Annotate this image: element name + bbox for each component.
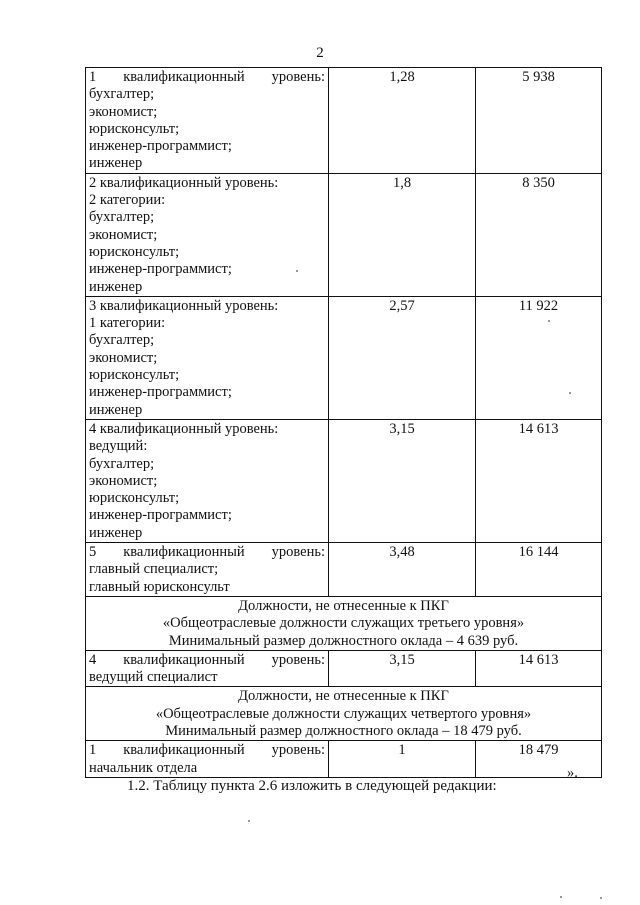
table-row [86,543,602,597]
position-cell [86,650,329,687]
position-line: бухгалтер; [89,455,155,472]
position-cell [86,173,329,296]
section-line: Минимальный размер должностного оклада – 4 639 руб. [168,632,519,649]
position-line: юрисконсульт; [89,120,180,137]
qualification-level-label: 4 квалификационный уровень: [89,651,325,668]
position-line: главный специалист; [89,561,219,578]
coefficient-cell: 1,8 [329,173,476,296]
position-line: инженер [89,278,143,295]
position-line: экономист; [89,349,158,366]
position-line: инженер-программист; [89,138,232,155]
position-line: главный юрисконсульт [89,578,230,595]
position-line: юрисконсульт; [89,243,180,260]
salary-cell: 14 613 [476,419,602,542]
position-line: юрисконсульт; [89,367,180,384]
closing-quote: ». [567,765,578,781]
table-row [86,741,602,778]
scan-speck [248,820,250,822]
salary-cell: 5 938 [476,68,602,174]
qualification-level-label: 2 квалификационный уровень: [89,174,279,191]
section-header-fourth-level [86,687,602,741]
coefficient-cell: 2,57 [329,296,476,419]
scan-speck [548,320,550,322]
position-line: бухгалтер; [89,209,155,226]
section-line: Должности, не отнесенные к ПКГ [238,597,449,614]
position-line: инженер [89,401,143,418]
salary-cell: 18 479 [476,741,602,778]
page-number: 2 [316,45,324,61]
position-line: юрисконсульт; [89,490,180,507]
paragraph-text: 1.2. Таблицу пункта 2.6 изложить в следующей редакции: [127,778,497,794]
table-row [86,650,602,687]
position-line: ведущий специалист [89,669,218,686]
position-line: экономист; [89,103,158,120]
coefficient-cell: 3,15 [329,650,476,687]
position-line: ведущий: [89,438,148,455]
scan-speck [569,392,571,394]
coefficient-cell: 1,28 [329,68,476,174]
position-cell [86,419,329,542]
table-row [86,419,602,542]
qualification-level-label: 4 квалификационный уровень: [89,420,279,437]
table-row [86,173,602,296]
section-line: Минимальный размер должностного оклада – 18 479 руб. [165,722,522,739]
scan-speck [600,897,602,899]
position-line: инженер [89,524,143,541]
position-line: инженер [89,155,143,172]
section-header-row [86,687,602,741]
table-row [86,68,602,174]
section-header-row [86,596,602,650]
position-line: инженер-программист; [89,384,232,401]
position-line: начальник отдела [89,759,198,776]
position-cell [86,296,329,419]
qualification-level-label: 1 квалификационный уровень: [89,69,325,85]
position-cell [86,68,329,174]
section-header-third-level [86,596,602,650]
section-line: Должности, не отнесенные к ПКГ [238,688,449,705]
qualification-level-label: 3 квалификационный уровень: [89,297,279,314]
position-line: инженер-программист; [89,507,232,524]
position-line: экономист; [89,226,158,243]
coefficient-cell: 3,48 [329,543,476,597]
position-line: 1 категории: [89,315,166,332]
coefficient-cell: 3,15 [329,419,476,542]
salary-cell: 11 922 [476,296,602,419]
salary-cell: 16 144 [476,543,602,597]
coefficient-cell: 1 [329,741,476,778]
section-line: «Общеотраслевые должности служащих третьего уровня» [162,615,525,632]
salary-cell: 14 613 [476,650,602,687]
section-line: «Общеотраслевые должности служащих четвертого уровня» [155,705,532,722]
salary-cell: 8 350 [476,173,602,296]
scan-speck [560,896,562,898]
table-row [86,296,602,419]
qualification-level-label: 1 квалификационный уровень: [89,742,325,759]
position-line: экономист; [89,472,158,489]
scan-speck [296,270,298,272]
salary-table [85,67,602,778]
position-cell [86,543,329,597]
position-line: инженер-программист; [89,261,232,278]
position-line: бухгалтер; [89,332,155,349]
qualification-level-label: 5 квалификационный уровень: [89,544,325,561]
position-line: бухгалтер; [89,86,155,103]
position-cell [86,741,329,778]
position-line: 2 категории: [89,192,166,209]
